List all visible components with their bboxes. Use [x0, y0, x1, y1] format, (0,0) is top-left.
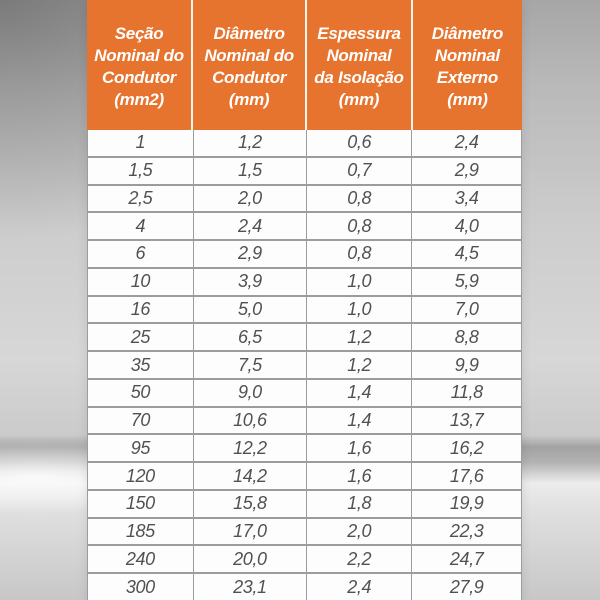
table-cell: 3,9 [194, 269, 307, 295]
table-cell: 2,9 [412, 158, 521, 184]
table-cell: 1,2 [194, 130, 307, 156]
table-cell: 2,9 [194, 241, 307, 267]
table-cell: 16 [88, 297, 194, 323]
table-header-row [87, 0, 522, 130]
table-row [88, 491, 521, 519]
header-line: Seção [114, 24, 164, 43]
table-cell: 35 [88, 352, 194, 378]
table-cell: 0,7 [307, 158, 412, 184]
table-cell: 25 [88, 324, 194, 350]
header-line: (mm) [228, 90, 270, 109]
table-cell: 9,0 [194, 380, 307, 406]
header-line: Condutor [102, 68, 177, 87]
table-cell: 16,2 [412, 435, 521, 461]
header-line: Nominal [434, 46, 500, 65]
table-cell: 2,4 [412, 130, 521, 156]
table-cell: 6 [88, 241, 194, 267]
table-cell: 70 [88, 408, 194, 434]
table-cell: 14,2 [194, 463, 307, 489]
header-line: Nominal [326, 46, 392, 65]
header-line: (mm) [338, 90, 380, 109]
table-cell: 1,2 [307, 324, 412, 350]
table-row [88, 269, 521, 297]
header-line: Nominal do [204, 46, 294, 65]
table-cell: 5,9 [412, 269, 521, 295]
table-cell: 23,1 [194, 574, 307, 600]
header-line: Diâmetro [213, 24, 285, 43]
table-cell: 1,6 [307, 435, 412, 461]
column-header-1 [87, 0, 193, 130]
table-row [88, 546, 521, 574]
table-cell: 20,0 [194, 546, 307, 572]
table-cell: 22,3 [412, 519, 521, 545]
table-cell: 2,2 [307, 546, 412, 572]
table-cell: 2,4 [194, 213, 307, 239]
table-cell: 1,4 [307, 380, 412, 406]
table-row [88, 408, 521, 436]
table-cell: 11,8 [412, 380, 521, 406]
table-cell: 10,6 [194, 408, 307, 434]
header-line: (mm) [447, 90, 488, 109]
table-cell: 1,6 [307, 463, 412, 489]
table-cell: 2,0 [194, 186, 307, 212]
table-row [88, 297, 521, 325]
table-cell: 2,5 [88, 186, 194, 212]
header-line: (mm2) [114, 90, 164, 109]
table-row [88, 130, 521, 158]
table-cell: 0,6 [307, 130, 412, 156]
table-row [88, 519, 521, 547]
table-cell: 185 [88, 519, 194, 545]
header-line: Nominal do [94, 46, 184, 65]
table-row [88, 380, 521, 408]
cable-specification-table [87, 0, 522, 600]
table-cell: 1,4 [307, 408, 412, 434]
table-cell: 1 [88, 130, 194, 156]
table-cell: 240 [88, 546, 194, 572]
table-cell: 27,9 [412, 574, 521, 600]
table-cell: 17,6 [412, 463, 521, 489]
table-row [88, 324, 521, 352]
table-cell: 15,8 [194, 491, 307, 517]
table-cell: 1,2 [307, 352, 412, 378]
table-cell: 1,0 [307, 269, 412, 295]
table-row [88, 186, 521, 214]
table-cell: 6,5 [194, 324, 307, 350]
table-row [88, 241, 521, 269]
table-cell: 9,9 [412, 352, 521, 378]
table-cell: 13,7 [412, 408, 521, 434]
table-cell: 1,8 [307, 491, 412, 517]
table-cell: 50 [88, 380, 194, 406]
table-cell: 8,8 [412, 324, 521, 350]
table-cell: 24,7 [412, 546, 521, 572]
table-cell: 17,0 [194, 519, 307, 545]
table-cell: 120 [88, 463, 194, 489]
column-header-3 [307, 0, 413, 130]
table-cell: 10 [88, 269, 194, 295]
table-row [88, 213, 521, 241]
header-line: Diâmetro [431, 24, 504, 43]
table-cell: 4 [88, 213, 194, 239]
table-cell: 2,0 [307, 519, 412, 545]
table-cell: 95 [88, 435, 194, 461]
header-line: Externo [436, 68, 498, 87]
table-cell: 0,8 [307, 241, 412, 267]
table-cell: 1,5 [194, 158, 307, 184]
table-cell: 7,0 [412, 297, 521, 323]
table-row [88, 352, 521, 380]
table-cell: 150 [88, 491, 194, 517]
table-cell: 4,5 [412, 241, 521, 267]
table-body [87, 130, 522, 600]
table-cell: 12,2 [194, 435, 307, 461]
table-cell: 1,5 [88, 158, 194, 184]
table-cell: 4,0 [412, 213, 521, 239]
table-cell: 19,9 [412, 491, 521, 517]
table-row [88, 574, 521, 600]
table-cell: 0,8 [307, 213, 412, 239]
column-header-4 [413, 0, 522, 130]
table-cell: 300 [88, 574, 194, 600]
header-line: Condutor [212, 68, 287, 87]
table-cell: 1,0 [307, 297, 412, 323]
column-header-2 [193, 0, 307, 130]
table-row [88, 463, 521, 491]
table-row [88, 435, 521, 463]
header-line: da Isolação [314, 68, 404, 87]
table-row [88, 158, 521, 186]
table-cell: 5,0 [194, 297, 307, 323]
table-cell: 7,5 [194, 352, 307, 378]
table-cell: 2,4 [307, 574, 412, 600]
header-line: Espessura [317, 24, 401, 43]
table-cell: 3,4 [412, 186, 521, 212]
table-cell: 0,8 [307, 186, 412, 212]
